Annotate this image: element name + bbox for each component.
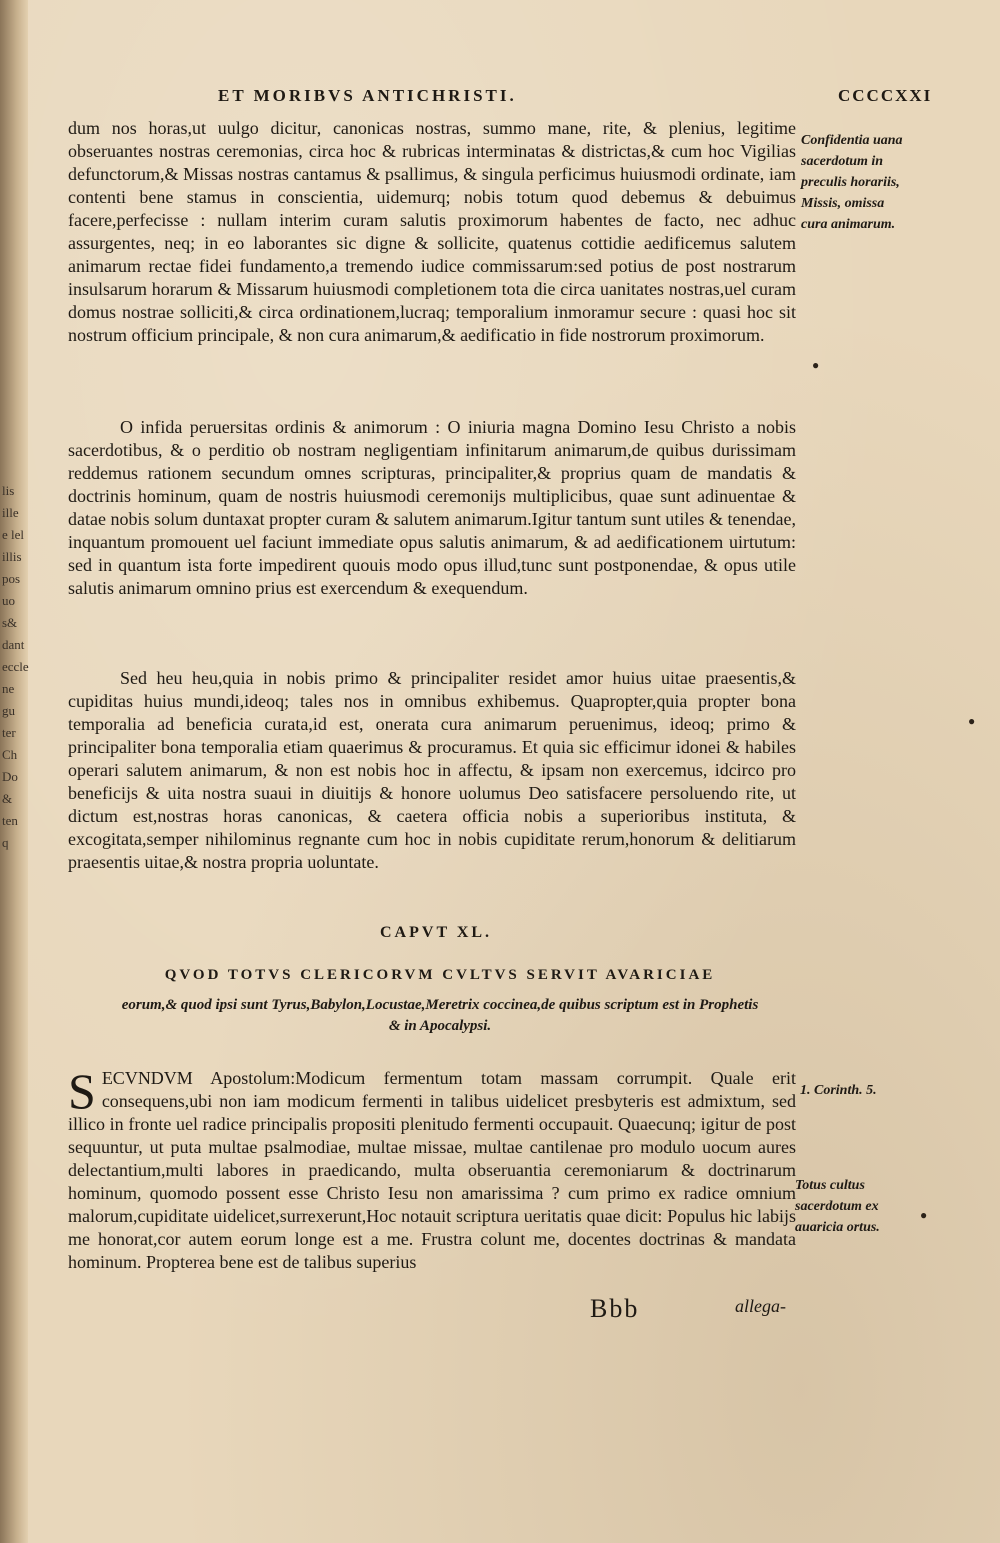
bleed-fragment: uo [2, 593, 15, 608]
margin-note-1: Confidentia uana sacerdotum in preculis horariis, Missis, omissa cura animarum. [801, 133, 903, 232]
bleed-fragment: & [2, 791, 13, 806]
folio-number: CCCCXXI [838, 86, 933, 105]
margin-note-2: 1. Corinth. 5. [800, 1083, 877, 1098]
paragraph-1 [68, 117, 796, 392]
bleed-fragment: pos [2, 571, 21, 586]
bleed-fragment: ne [2, 681, 15, 696]
signature-mark: Bbb [590, 1294, 640, 1323]
facing-page-bleed [2, 480, 30, 854]
catchword: allega- [735, 1296, 786, 1316]
ink-dot: ● [920, 1208, 928, 1222]
bleed-fragment: eccle [2, 659, 29, 674]
ink-dot: ● [812, 358, 820, 372]
paragraph-2-text: O infida peruersitas ordinis & animorum : O iniuria magna Domino Iesu Christo a nobis sacerdotibus, & o perditio ob nostram negligentiam infinitarum animarum,de quibus durissimam reddemus rationem secundum omnes scripturas, principaliter,& proprius quam de mandatis & doctrinis hominum, quam de nostris huiusmodi ceremonijs multiplicibus, quae sunt adinuentae & datae nobis solum duntaxat propter curam & salutem animarum.Igitur tantum sunt utiles & tenendae, inquantum promouent uel faciunt immediate opus salutis animarum, & ad aedificationem uirtutum: sed in quantum ista forte impedirent quouis modo opus illud,tunc sunt postponendae, & opus utile salutis animarum omnino prius est exercendum & exequendum. [68, 417, 796, 598]
bleed-fragment: dant [2, 637, 25, 652]
bleed-fragment: s& [2, 615, 18, 630]
ink-dot: ● [968, 714, 976, 728]
bleed-fragment: Do [2, 769, 18, 784]
bleed-fragment: ille [2, 505, 19, 520]
paragraph-3-text: Sed heu heu,quia in nobis primo & principaliter residet amor huius uitae praesentis,& cupiditas huius mundi,ideoq; tales nos in omnibus exhibemus. Quapropter,quia propter bona temporalia ad beneficia curata,id est, onerata cura animarum peruenimus, ideoq; primo & principaliter bona temporalia etiam quaerimus & procuramus. Et quia sic efficimur idonei & habiles operari salutem animarum, & non est nobis hoc in affectu, & ipsam non exercemus, idcirco pro beneficijs & uita nostra suaui in diuitijs & honore uolumus Deo satisfacere persoluendo rite, ut dictum est,nostras horas canonicas, & caetera officia nobis a superioribus instituta, & excogitata,semper nihilominus regnante cum hoc in nobis cupiditate rerum,honorum & delitiarum praesentis uitae,& nostra propria uoluntate. [68, 668, 796, 872]
paragraph-4 [68, 1063, 796, 1297]
bleed-fragment: illis [2, 549, 22, 564]
bleed-fragment: q [2, 835, 9, 850]
running-title: ET MORIBVS ANTICHRISTI. [218, 86, 517, 105]
bleed-fragment: ter [2, 725, 16, 740]
bleed-fragment: ten [2, 813, 18, 828]
bleed-fragment: Ch [2, 747, 18, 762]
drop-initial: S [68, 1063, 96, 1119]
bleed-fragment: e lel [2, 527, 25, 542]
paragraph-4-text: ECVNDVM Apostolum:Modicum fermentum totam massam corrumpit. Quale erit consequens,ubi non iam modicum fermenti in talibus uidelicet presbyteris est admixtum, sed illico in fronte uel radice principalis propositi plenitudo fermenti occupauit. Quaecunq; igitur de post sequuntur, ut puta multae psalmodiae, multae missae, multae cantilenae pro modulo uocum aures delectantium,multi labores in praedicando, multa obseruantia ceremoniarum & doctrinarum hominum, quomodo possent esse Christo Iesu non amarissima ? cum primo ex radice omnium malorum,cupiditate uidelicet,surrexerunt,Hoc notauit scriptura ueritatis quae dicit: Populus hic labijs me honorat,cor autem eorum longe est a me. Frustra colunt me, docentes doctrinas & mandata hominum. Propterea bene est de talibus superius [68, 1068, 796, 1272]
paragraph-1-text: dum nos horas,ut uulgo dicitur, canonicas nostras, summo mane, rite, & plenius, legitime obseruantes nostras ceremonias, circa hoc & rubricas interminatas & districtas,& cum hoc Vigilias defunctorum,& Missas nostras cantamus & psallimus, & singula perficimus huiusmodi ordinate, iam contenti bene stamus in conscientia, uidemurq; nobis totum quod debemus & debuimus facere,perfecisse : nullam interim curam salutis proximorum habentes de facto, nec adhuc assurgentes, neq; in eo laborantes sic digne & sollicite, quatenus cottidie aedificemus salutem animarum rectae fidei fundamento,a tremendo iudice commissarum:sed potius de post nostrarum insulsarum horarum & Missarum huiusmodi completionem tota die circa uanitates nostras,uel curam domus nostrae solliciti,& circa ordinationem,lucraq; temporalium inmoramur secure : quasi hoc sit nostrum officium principale, & non cura animarum,& aedificatio in fide nostrorum proximorum. [68, 118, 796, 345]
bleed-fragment: lis [2, 483, 15, 498]
chapter-title-caps: QVOD TOTVS CLERICORVM CVLTVS SERVIT AVARICIAE [164, 967, 716, 983]
chapter-title-italic: eorum,& quod ipsi sunt Tyrus,Babylon,Locustae,Meretrix coccinea,de quibus scriptum est in Prophetis & in Apocalypsi. [121, 997, 759, 1034]
bleed-fragment: gu [2, 703, 15, 718]
paragraph-3 [68, 667, 796, 897]
paragraph-2 [68, 416, 796, 646]
margin-note-3: Totus cultus sacerdotum ex auaricia ortus. [795, 1178, 880, 1235]
chapter-number: CAPVT XL. [380, 924, 493, 941]
